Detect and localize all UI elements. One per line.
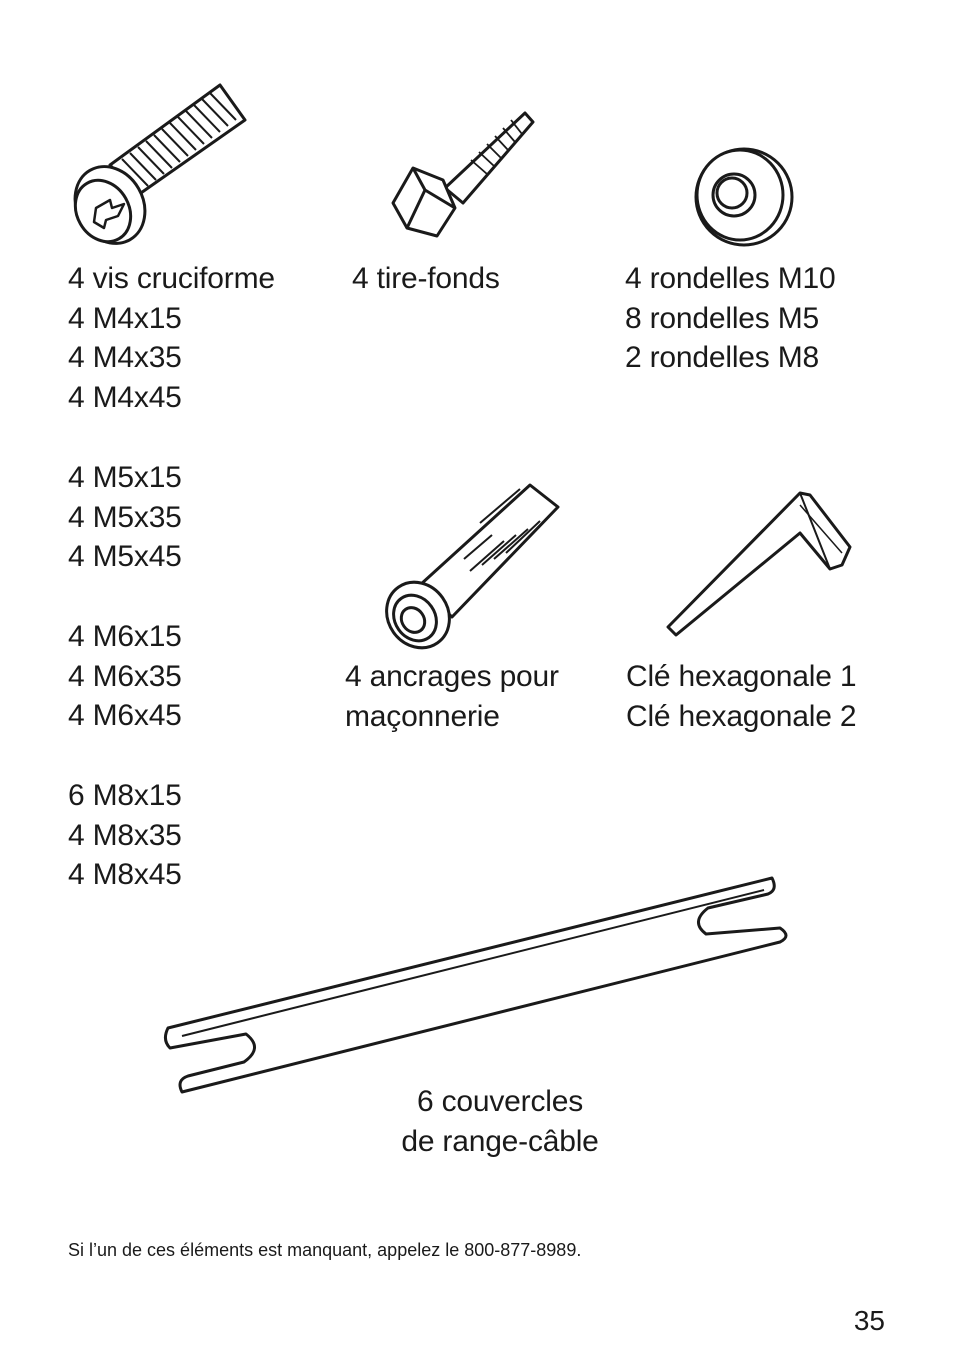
screw-icon — [60, 70, 260, 250]
screw-size-line: 4 M5x35 — [68, 500, 182, 534]
anchors-line: 4 ancrages pour — [345, 660, 559, 693]
screw-size-line: 4 M4x45 — [68, 381, 182, 415]
screws-m8-group — [68, 776, 182, 895]
screws-label — [68, 259, 275, 418]
screw-size-line: 4 M4x35 — [68, 341, 182, 375]
lag-bolt-illustration — [385, 108, 545, 248]
screw-size-line: 4 M8x35 — [68, 818, 182, 852]
lag-bolt-icon — [385, 108, 545, 248]
lag-bolts-text: 4 tire-fonds — [352, 262, 500, 295]
screw-size-line: 4 M5x45 — [68, 540, 182, 574]
hex-key-icon — [660, 485, 860, 645]
missing-parts-note: Si l’un de ces éléments est manquant, appelez le 800-877-8989. — [68, 1240, 582, 1260]
washers-label — [625, 259, 835, 378]
screw-size-line: 4 M6x15 — [68, 620, 182, 653]
cable-cover-illustration — [160, 872, 800, 1102]
hex-key-illustration — [660, 485, 860, 645]
cable-cover-line: de range-câble — [401, 1124, 599, 1158]
lag-bolts-label — [352, 259, 500, 299]
washer-line: 2 rondelles M8 — [625, 341, 819, 375]
anchors-line: maçonnerie — [345, 699, 500, 733]
screws-m6-group — [68, 617, 182, 736]
washer-line: 8 rondelles M5 — [625, 301, 819, 335]
screw-size-line: 4 M4x15 — [68, 301, 182, 335]
screws-m5-group — [68, 458, 182, 577]
washer-line: 4 rondelles M10 — [625, 262, 836, 295]
screw-size-line: 4 M6x45 — [68, 699, 182, 733]
screw-size-line: 4 M6x35 — [68, 659, 182, 693]
screw-size-line: 6 M8x15 — [68, 779, 182, 812]
screw-size-line: 4 M5x15 — [68, 461, 182, 494]
anchor-illustration — [380, 475, 570, 650]
cable-cover-line: 6 couvercles — [416, 1085, 583, 1118]
anchors-label — [345, 657, 559, 736]
screw-size-line: 4 M8x45 — [68, 858, 182, 892]
screw-illustration — [60, 70, 260, 250]
screws-title: 4 vis cruciforme — [68, 262, 275, 295]
page-number: 35 — [853, 1305, 885, 1336]
hex-keys-label — [626, 657, 856, 736]
cable-cover-icon — [160, 872, 800, 1102]
cable-covers-label — [380, 1082, 620, 1161]
washer-illustration — [690, 145, 800, 250]
hex-key-line: Clé hexagonale 1 — [626, 660, 857, 693]
washer-icon — [690, 145, 800, 250]
hex-key-line: Clé hexagonale 2 — [626, 699, 857, 733]
masonry-anchor-icon — [380, 475, 570, 650]
